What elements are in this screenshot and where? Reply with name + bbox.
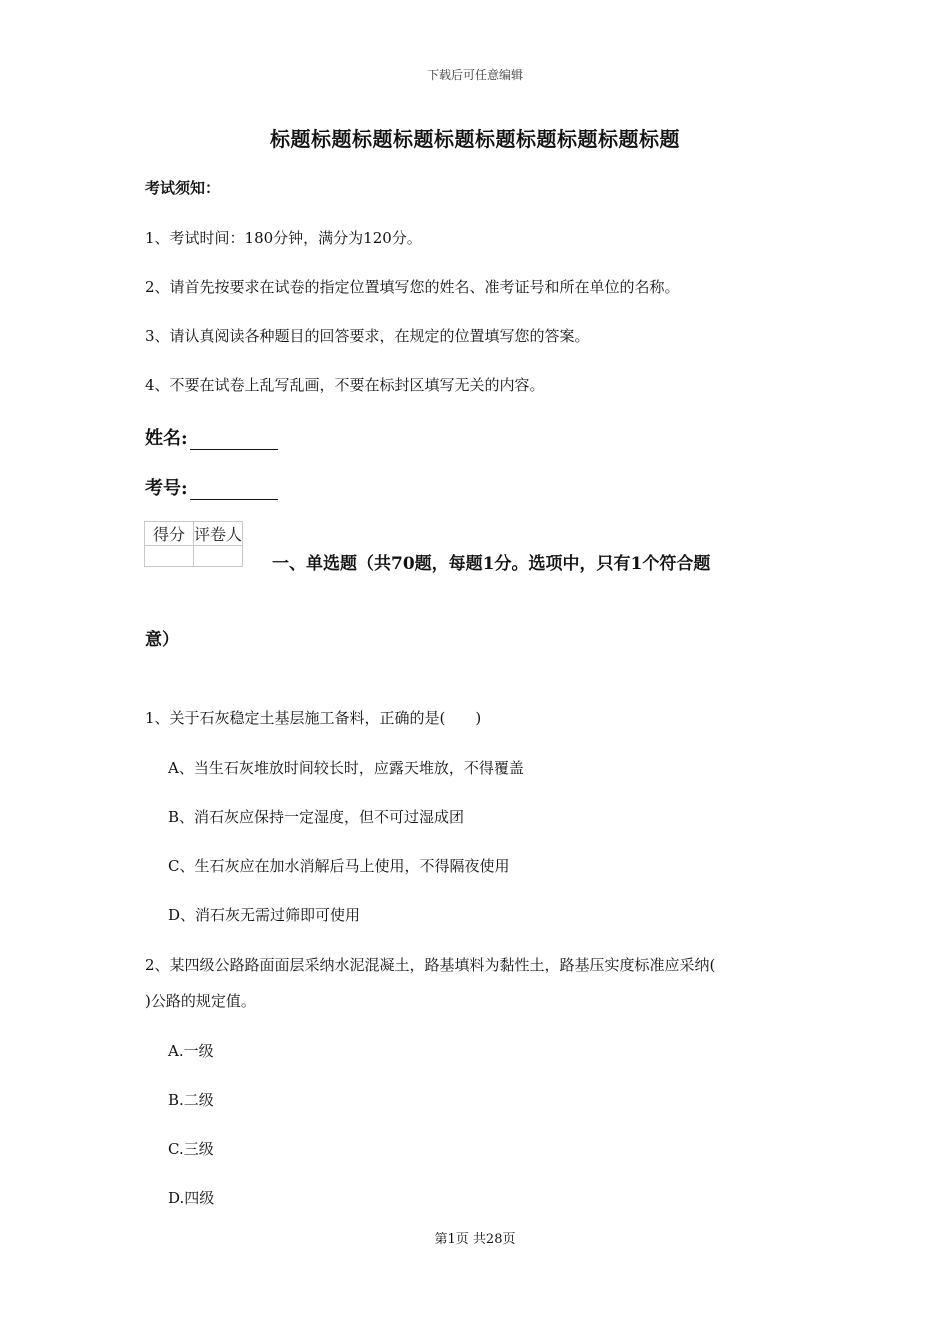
score-table [144,521,243,567]
name-field [145,424,278,450]
page-header: 下载后可任意编辑 [426,68,523,82]
score-cell[interactable] [145,546,194,567]
name-label: 姓名: [145,428,188,449]
question-stem: 1、关于石灰稳定土基层施工备料，正确的是( ) [145,709,482,727]
notice-item: 1、考试时间：180分钟，满分为120分。 [145,229,422,247]
page-footer: 第1页 共28页 [434,1232,516,1247]
name-blank[interactable] [190,431,278,450]
score-header: 得分 [145,522,194,546]
option-c: C、生石灰应在加水消解后马上使用，不得隔夜使用 [168,857,510,875]
option-b: B、消石灰应保持一定湿度，但不可过湿成团 [168,808,465,826]
option-d: D、消石灰无需过筛即可使用 [168,906,361,924]
exam-id-label: 考号: [145,478,188,499]
question-stem-continued: )公路的规定值。 [145,992,256,1010]
grader-cell[interactable] [194,546,243,567]
option-c: C.三级 [168,1140,214,1158]
section-title-continued: 意） [145,630,179,650]
option-b: B.二级 [168,1091,214,1109]
option-d: D.四级 [168,1189,215,1207]
notice-item: 2、请首先按要求在试卷的指定位置填写您的姓名、准考证号和所在单位的名称。 [145,278,680,296]
notice-item: 4、不要在试卷上乱写乱画，不要在标封区填写无关的内容。 [145,376,545,394]
grader-header: 评卷人 [194,522,243,546]
exam-id-blank[interactable] [190,481,278,500]
question-stem: 2、某四级公路路面面层采纳水泥混凝土，路基填料为黏性土，路基压实度标准应采纳( [145,956,716,974]
notice-heading: 考试须知： [145,179,221,197]
exam-id-field [145,474,278,500]
page-title: 标题标题标题标题标题标题标题标题标题标题 [270,127,680,151]
section-title: 一、单选题（共70题，每题1分。选项中，只有1个符合题 [272,554,711,574]
option-a: A.一级 [168,1042,214,1060]
option-a: A、当生石灰堆放时间较长时，应露天堆放，不得覆盖 [168,759,524,777]
notice-item: 3、请认真阅读各种题目的回答要求，在规定的位置填写您的答案。 [145,327,590,345]
